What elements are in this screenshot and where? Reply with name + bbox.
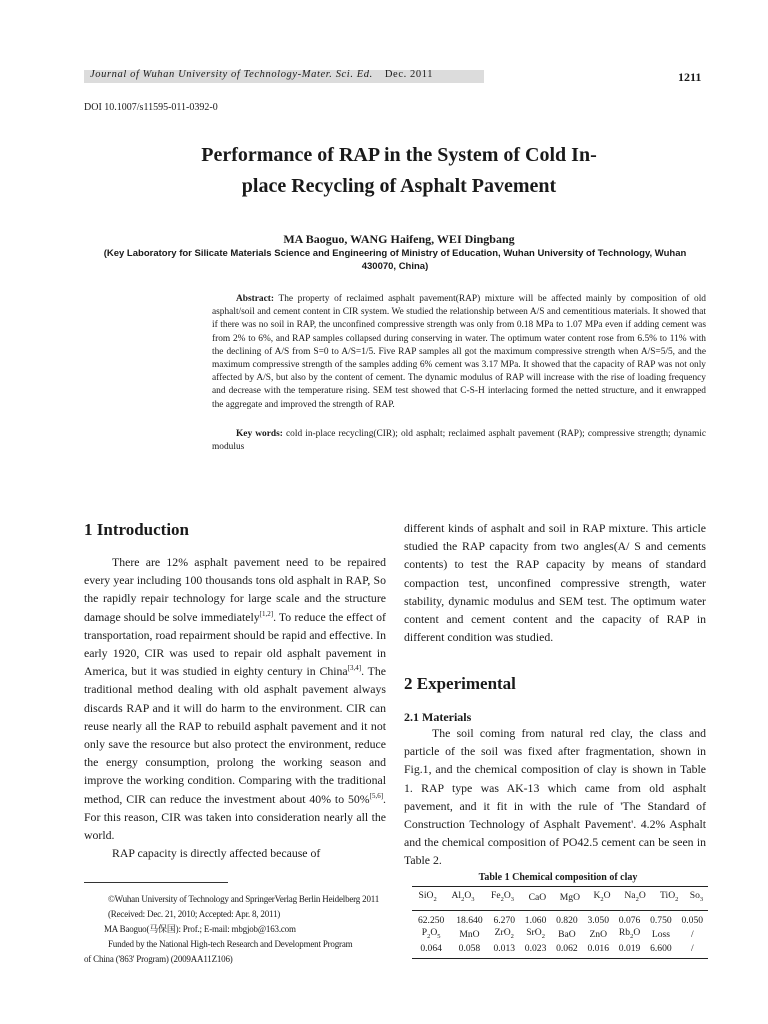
- table-cell: 0.750: [650, 914, 672, 926]
- table-cell: MgO: [559, 891, 581, 903]
- table-bottom-rule: [412, 958, 708, 959]
- authors: MA Baoguo, WANG Haifeng, WEI Dingbang: [283, 232, 515, 246]
- affiliation: (Key Laboratory for Silicate Materials Science and Engineering of Ministry of Education, Wuhan University of Technology, Wuhan 430070, China): [103, 248, 687, 272]
- table-row: [412, 943, 708, 955]
- table-row: [412, 927, 708, 943]
- journal-name: Journal of Wuhan University of Technology-Mater. Sci. Ed. Dec. 2011: [90, 69, 434, 80]
- table-cell: 0.019: [618, 942, 641, 954]
- table-cell: $Al_2O_3$: [451, 890, 475, 903]
- table-cell: 1.060: [524, 914, 547, 926]
- footnote-author: MA Baoguo(马保国): Prof.; E-mail: mbgjob@163.com: [104, 924, 296, 934]
- table-cell: $Rb_2O$: [618, 926, 641, 940]
- table-cell: SiO$_2$: [418, 890, 437, 903]
- issue-date: Dec. 2011: [384, 69, 434, 80]
- table-cell: 0.013: [493, 942, 516, 954]
- section-heading-experimental: 2 Experimental: [404, 674, 516, 693]
- table-row: [412, 911, 708, 927]
- footnote-divider: [84, 882, 228, 883]
- footnote-funding: Funded by the National High-tech Research and Development Program: [108, 939, 353, 949]
- table-cell: 18.640: [456, 914, 483, 926]
- keywords-label: Key words:: [236, 429, 283, 439]
- footnotes: [84, 892, 394, 967]
- table-cell: CaO: [528, 891, 547, 903]
- table-cell: $Fe_2O_3$: [491, 890, 515, 903]
- subsection-heading-materials: 2.1 Materials: [404, 710, 472, 724]
- abstract-text: The property of reclaimed asphalt pavement(RAP) mixture will be affected mainly by composition of old asphalt/soil and cement content in CIR system. We studied the relationship between A/S and cementitious materials. It showed that if there was no soil in RAP, the unconfined compressive strength was only from 0.18 MPa to 1.07 MPa even if adding cement was from 2% to 6%, and RAP samples collapsed during conserving in water. The optimum water content rose from 6.5% to 11% with the declining of A/S from S=0 to A/S=1/5. Five RAP samples all got the maximum compressive strength when A/S=5/5, and the maximum compressive strength of the samples adding 6% cement was 3.17 MPa. It showed that the capacity of RAP was not only affected by A/S, but also by the content of cement. The dynamic modulus of RAP will increase with the rise of loading frequency and decrease with the temperature rising. SEM test showed that C-S-H interlacing formed the netted structure, and it enwrapped the aggregate and improved the strength of RAP.: [212, 294, 706, 410]
- intro-paragraph-1: There are 12% asphalt pavement need to be repaired every year including 100 thousands tons old asphalt in RAP, So the rapidly repair technology for large scale and the structure damage should be solve immediately[1,2]. To reduce the effect of transportation, road repairment should be rapid and effective. In early 1920, CIR was used to repair old asphalt pavement in America, but it was studied in eighty century in China[3,4]. The traditional method dealing with old asphalt pavement always discards RAP and it will do harm to the environment. CIR can reuse nearly all the RAP to rebuild asphalt pavement and it not only save the resource but also protect the environment, reduce the energy consumption, prolong the working season and improve the working condition. Comparing with the traditional method, CIR can reduce the investment about 40% to 50%[5,6]. For this reason, CIR was taken into consideration nearly all the world.: [84, 555, 387, 843]
- intro-paragraph-2: RAP capacity is directly affected because of: [112, 846, 321, 861]
- table-cell: TiO$_2$: [660, 890, 679, 903]
- table-1: [412, 886, 708, 959]
- table-cell: Loss: [651, 928, 670, 940]
- table-cell: MnO: [459, 928, 480, 940]
- table-cell: 0.058: [458, 942, 481, 954]
- table-cell: SrO$_2$: [526, 926, 545, 940]
- table-cell: 0.076: [618, 914, 641, 926]
- table-cell: /: [690, 942, 694, 954]
- table-cell: 6.600: [650, 942, 672, 954]
- materials-text: The soil coming from natural red clay, the class and particle of the soil was fixed after fragmentation, shown in Fig.1, and the chemical composition of clay is shown in Table 1. RAP type was AK-13 which came from old asphalt pavement, and it fit in with the rule of 'The Standard of Construction Technology of Asphalt Pavement'. 4.2% Asphalt and the chemical composition of PO42.5 cement can be seen in Table 2.: [404, 726, 706, 868]
- page-number: 1211: [678, 70, 702, 84]
- table-header-row: [412, 887, 708, 910]
- table-cell: 0.023: [524, 942, 547, 954]
- footnote-copyright: ©Wuhan University of Technology and SpringerVerlag Berlin Heidelberg 2011: [108, 894, 380, 904]
- footnote-received: (Received: Dec. 21, 2010; Accepted: Apr. 8, 2011): [108, 909, 281, 919]
- keywords-text: cold in-place recycling(CIR); old asphalt; reclaimed asphalt pavement (RAP); compressive strength; dynamic modulus: [212, 429, 707, 453]
- section-heading-introduction: 1 Introduction: [84, 520, 190, 539]
- table-cell: 0.016: [587, 942, 610, 954]
- table-cell: $K_2O$: [593, 890, 611, 903]
- table-cell: ZnO: [589, 928, 608, 940]
- footnote-funding-cont: of China ('863' Program) (2009AA11Z106): [84, 954, 233, 964]
- table-cell: 0.050: [681, 914, 704, 926]
- keywords: [212, 428, 706, 454]
- table-cell: 0.820: [556, 914, 578, 926]
- table-cell: 0.064: [420, 942, 442, 954]
- paper-title: Performance of RAP in the System of Cold In- place Recycling of Asphalt Pavement: [201, 144, 597, 197]
- left-column-text: [84, 553, 386, 862]
- right-column-intro-continuation: different kinds of asphalt and soil in RAP mixture. This article studied the RAP capacity from two angles(A/ S and cements contents) to test the RAP capacity by means of standard compaction test, unconfined compressive strength, water stability, dynamic modulus and SEM test. The optimum water content and cement content and the capacity of RAP in different condition was studied.: [404, 521, 706, 645]
- table-cell: 6.270: [493, 914, 516, 926]
- table-cell: 62.250: [417, 914, 445, 926]
- table-cell: 3.050: [587, 914, 610, 926]
- table-cell: /: [690, 928, 694, 940]
- abstract-label: Abstract:: [236, 294, 275, 304]
- table-cell: $Na_2O$: [624, 890, 646, 903]
- doi: DOI 10.1007/s11595-011-0392-0: [84, 102, 218, 113]
- table-cell: ZrO$_2$: [494, 926, 514, 940]
- table-cell: $So_3$: [689, 890, 704, 903]
- table-cell: BaO: [558, 928, 576, 940]
- table-1-title: Table 1 Chemical composition of clay: [478, 872, 638, 883]
- table-cell: 0.062: [556, 942, 578, 954]
- abstract: [212, 293, 706, 412]
- table-cell: $P_2O_5$: [421, 926, 441, 940]
